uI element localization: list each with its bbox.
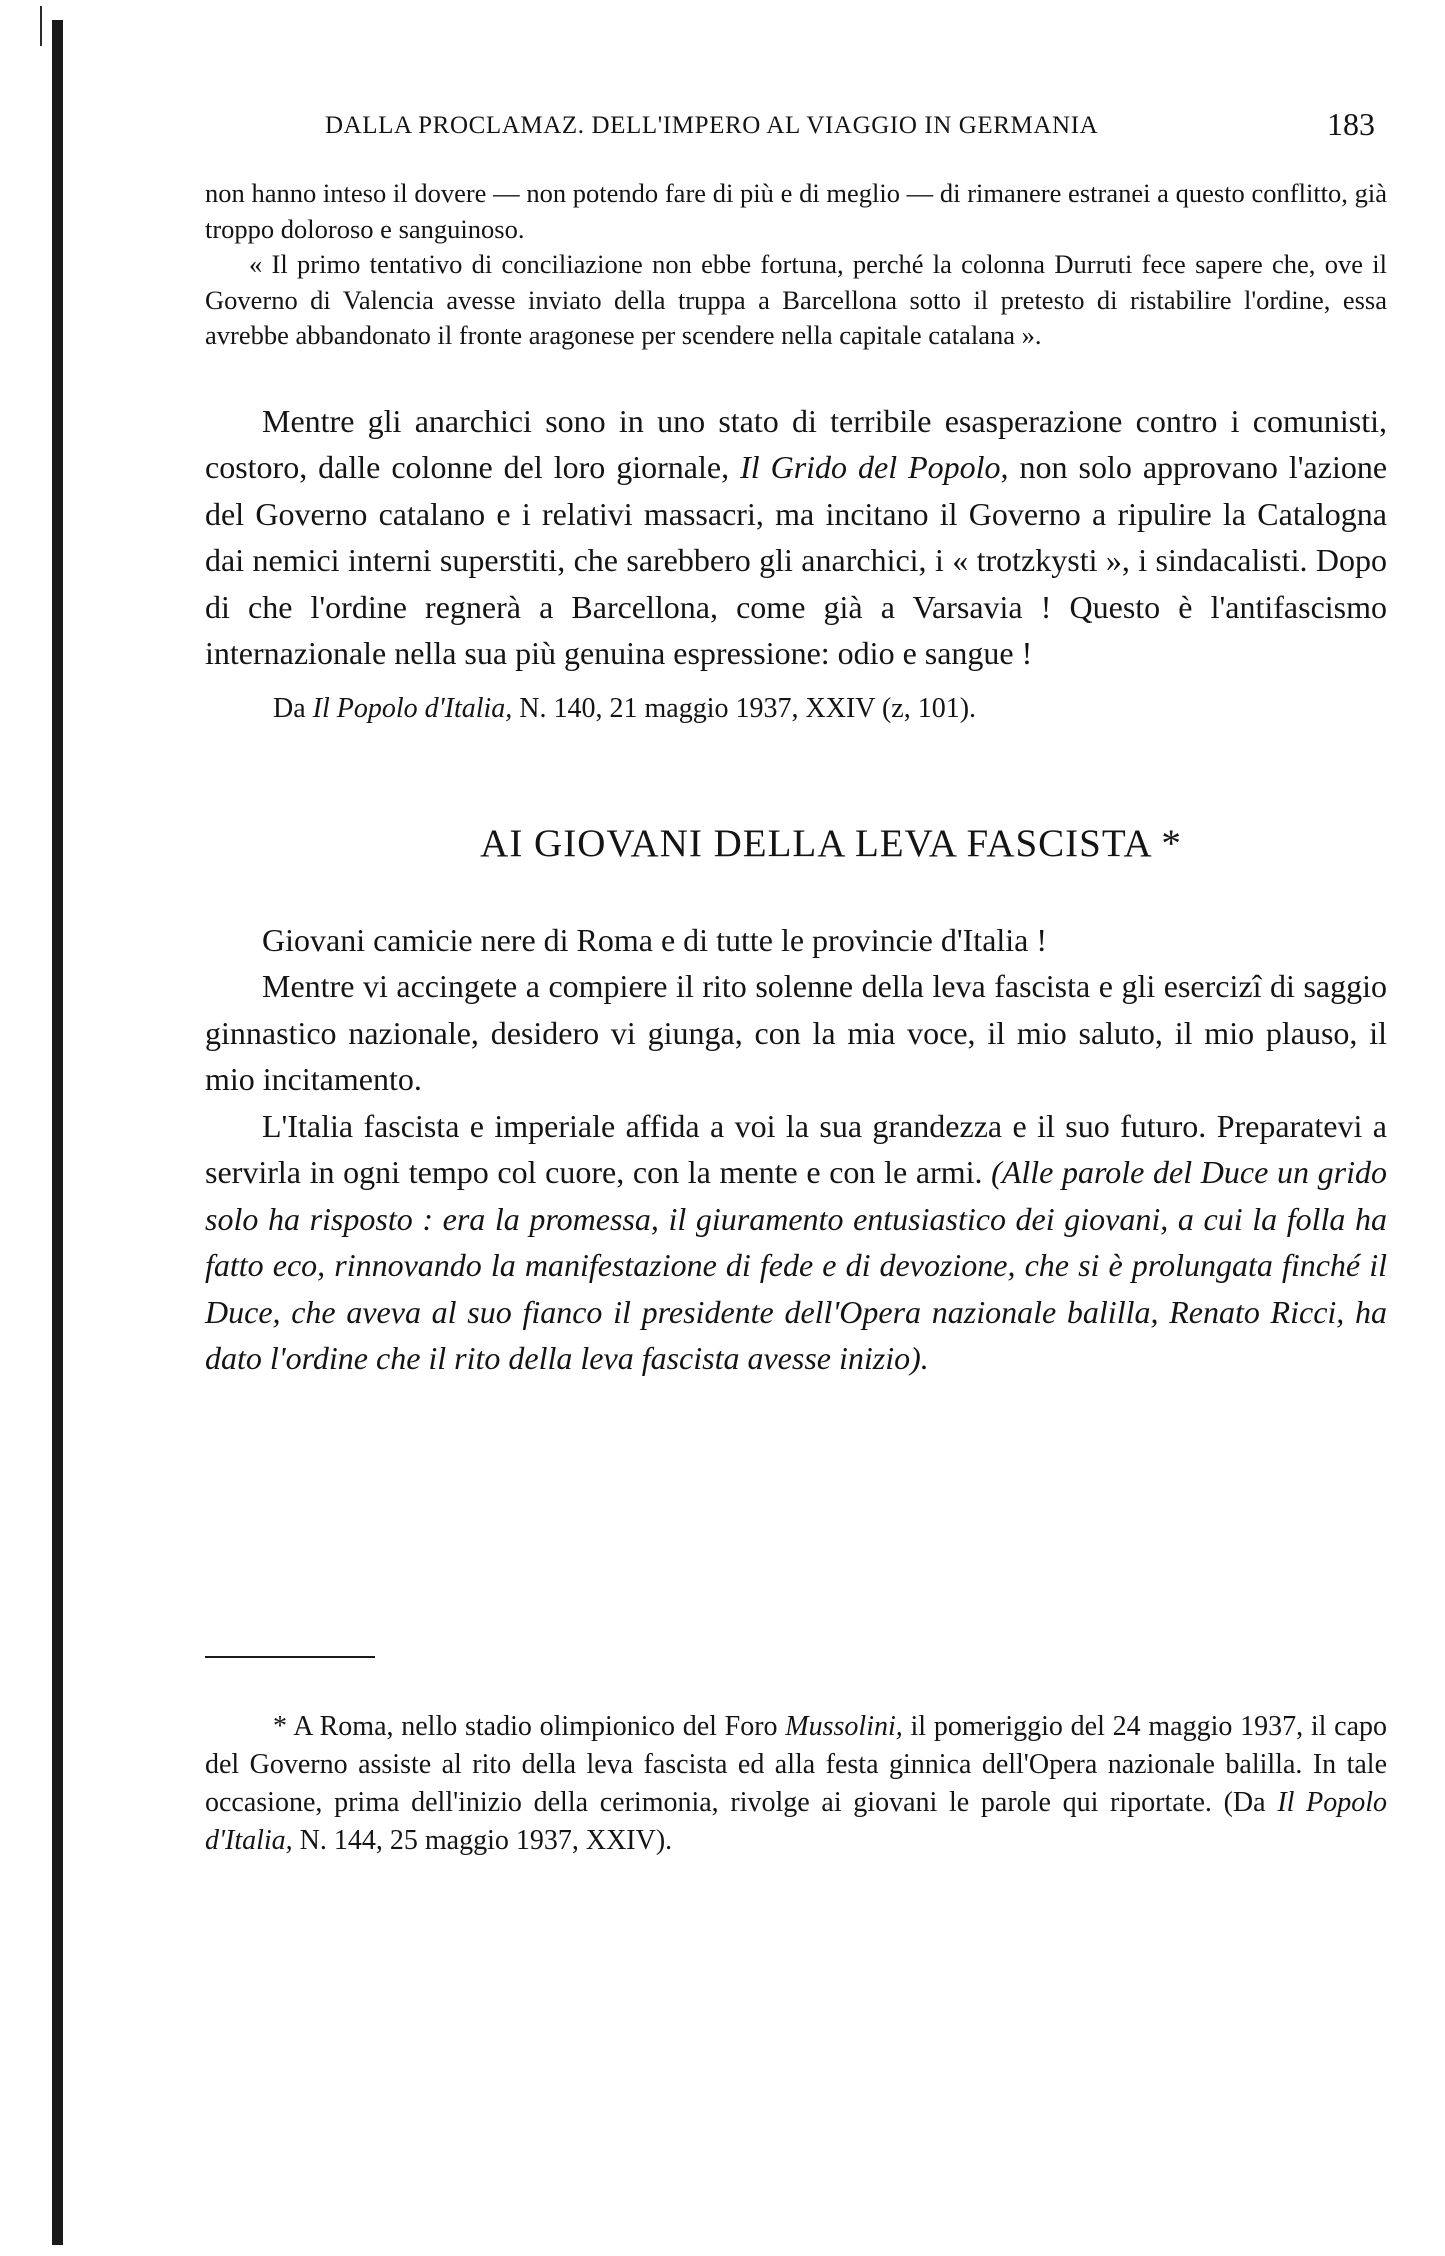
speech-paragraph: Mentre vi accingete a compiere il rito solenne della leva fascista e gli esercizî di saggio ginnastico nazionale, desidero vi giunga, con la mia voce, il mio saluto, il mio plauso, il mio incitamento.	[205, 968, 1387, 1097]
running-title: DALLA PROCLAMAZ. DELL'IMPERO AL VIAGGIO IN GERMANIA	[325, 112, 1099, 139]
footnote	[205, 1708, 1387, 1860]
source-citation	[273, 689, 1387, 729]
scan-binding-edge	[52, 20, 63, 2245]
newspaper-title: Il Grido del Popolo,	[740, 449, 1009, 485]
body-text-run: non solo approvano l'azione del Governo catalano e i relativi massacri, ma incitano il Governo a ripulire la Catalogna dai nemici interni superstiti, che sarebbero gli anarchici, i « trotzkysti », i sindacalisti. Dopo di che l'ordine regnerà a Barcellona, come già a Varsavia ! Questo è l'antifascismo internazionale nella sua più genuina espressione: odio e sangue !	[205, 449, 1388, 671]
body-text-run: Mentre gli anarchici sono in uno stato di terribile esasperazione contro i comunisti, costoro, dalle colonne del loro giornale,	[205, 402, 1387, 485]
page-number: 183	[1327, 106, 1375, 142]
source-title: Il Popolo d'Italia,	[312, 692, 513, 724]
footnote-italic-name: Mussolini,	[785, 1710, 903, 1742]
footnote-rule	[205, 1656, 375, 1658]
running-head	[205, 100, 1387, 148]
scan-edge-mark	[40, 6, 52, 46]
speech-paragraph: Giovani camicie nere di Roma e di tutte le provincie d'Italia !	[262, 921, 1048, 958]
source-details: N. 140, 21 maggio 1937, XXIV (z, 101).	[519, 692, 977, 724]
source-prefix: Da	[273, 692, 306, 724]
speech-italic-note: (Alle parole del Duce un grido solo ha risposto : era la promessa, il giuramento entusiastico dei giovani, a cui la folla ha fatto eco, rinnovando la manifestazione di fede e di devozione, che si è prolungata finché il Duce, che aveva al suo fianco il presidente dell'Opera nazionale balilla, Renato Ricci, ha dato l'ordine che il rito della leva fascista avesse inizio).	[205, 1154, 1388, 1376]
speech-paragraph	[205, 1103, 1387, 1382]
footnote-italic-title: Il Popolo d'Italia,	[205, 1786, 1388, 1856]
footnote-text-run: N. 144, 25 maggio 1937, XXIV).	[299, 1824, 673, 1856]
speech-text-run: L'Italia fascista e imperiale affida a voi la sua grandezza e il suo futuro. Preparatevi a servirla in ogni tempo col cuore, con la mente e con le armi.	[205, 1107, 1387, 1190]
quote-paragraph: « Il primo tentativo di conciliazione non ebbe fortuna, perché la colonna Durruti fece sapere che, ove il Governo di Valencia avesse inviato della truppa a Barcellona sotto il pretesto di ristabilire l'ordine, essa avrebbe abbandonato il fronte aragonese per scendere nella capitale catalana ».	[205, 249, 1387, 350]
footnote-text-run: il pomeriggio del 24 maggio 1937, il capo del Governo assiste al rito della leva fascista ed alla festa ginnica dell'Opera nazionale balilla. In tale occasione, prima dell'inizio della cerimonia, rivolge ai giovani le parole qui riportate. (Da	[205, 1710, 1388, 1818]
footnote-text-run: * A Roma, nello stadio olimpionico del Foro	[273, 1710, 778, 1742]
footnote-paragraph	[205, 1708, 1387, 1860]
section-title: AI GIOVANI DELLA LEVA FASCISTA *	[480, 821, 1182, 865]
quote-paragraph: non hanno inteso il dovere — non potendo fare di più e di meglio — di rimanere estranei a questo conflitto, già troppo doloroso e sanguinoso.	[205, 178, 1387, 244]
speech-text	[205, 917, 1387, 1382]
book-page	[205, 100, 1387, 1860]
body-paragraph	[205, 398, 1387, 677]
body-text	[205, 398, 1387, 677]
quoted-passage	[205, 176, 1387, 354]
